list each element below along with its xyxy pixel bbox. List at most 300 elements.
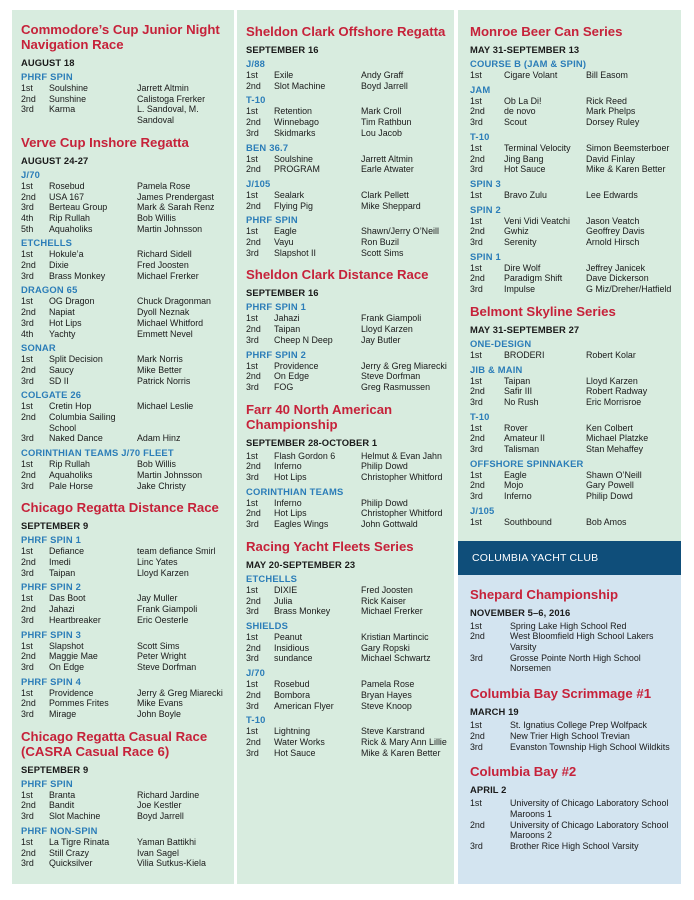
result-row [21,249,228,260]
place: 2nd [21,698,36,709]
boat-name: DIXIE [274,584,298,595]
boat-name: Paradigm Shift [504,273,563,284]
result-row [470,820,675,841]
class-name: PHRF SPIN [21,777,73,789]
skipper-name: Dorsey Ruley [586,117,640,128]
result-row [21,800,228,811]
skipper-name: Michael Whitford [137,317,204,328]
boat-name: On Edge [274,371,310,382]
result-row [470,190,675,201]
boat-name: Branta [49,789,76,800]
boat-name: On Edge [49,661,85,672]
boat-name: Rosebud [49,180,85,191]
boat-name: Brass Monkey [274,606,331,617]
place: 2nd [246,461,261,472]
place: 2nd [470,386,485,397]
result-row [21,837,228,848]
boat-name: Split Decision [49,354,103,365]
race-section [246,24,448,258]
skipper-name: Mike Better [137,364,182,375]
place: 2nd [21,604,36,615]
class-name: SPIN 2 [470,203,501,215]
place: 2nd [470,153,485,164]
skipper-name: Yaman Battikhi [137,836,197,847]
boat-name: Napiat [49,307,75,318]
result-row [21,412,228,433]
result-row [246,335,448,346]
race-title: Farr 40 North American Championship [246,401,393,432]
class-name: ETCHELLS [21,237,73,249]
result-row [246,585,448,596]
place: 2nd [21,800,36,811]
result-row [470,517,675,528]
team-name: University of Chicago Laboratory School Maroons 1 [510,798,669,819]
skipper-name: Ivan Sagel [137,847,179,858]
class-name: ONE-DESIGN [470,337,532,349]
place: 2nd [21,260,36,271]
place: 1st [21,459,33,470]
result-row [21,481,228,492]
boat-name: Imedi [49,556,71,567]
skipper-name: Lloyd Karzen [361,324,413,335]
boat-name: Julia [274,595,293,606]
place: 2nd [21,469,36,480]
race-section [21,500,228,719]
skipper-name: Michael Frerker [137,270,199,281]
result-row [21,858,228,869]
skipper-name: Vilia Sutkus-Kiela [137,858,206,869]
result-row [21,811,228,822]
place: 1st [470,422,482,433]
boat-name: Naked Dance [49,433,103,444]
skipper-name: Scott Sims [137,640,180,651]
class-name: PHRF SPIN 2 [21,581,82,593]
boat-name: Eagle [504,469,527,480]
boat-name: Slapshot II [274,247,316,258]
place: 1st [21,354,33,365]
boat-name: FOG [274,381,294,392]
class-name: PHRF SPIN 3 [21,628,82,640]
class-name: PHRF SPIN 2 [246,348,307,360]
result-row [470,480,675,491]
skipper-name: Christopher Whitford [361,472,443,483]
place: 1st [470,349,482,360]
result-row [246,371,448,382]
place: 2nd [21,651,36,662]
boat-name: Pommes Frites [49,698,109,709]
result-row [21,329,228,340]
skipper-name: Tim Rathbun [361,117,412,128]
team-name: Brother Rice High School Varsity [510,841,639,852]
result-row [470,491,675,502]
skipper-name: Jason Veatch [586,215,640,226]
result-row [21,202,228,213]
skipper-name: Lee Edwards [586,189,638,200]
skipper-name: Rick Kaiser [361,595,406,606]
race-section [470,764,675,852]
class-name: PHRF SPIN [246,214,298,226]
boat-name: Ob La Di! [504,95,542,106]
result-row [21,459,228,470]
race-section [21,22,228,126]
boat-name: Peanut [274,631,303,642]
result-row [246,164,448,175]
place: 1st [21,687,33,698]
boat-name: Eagle [274,226,297,237]
result-row [21,604,228,615]
race-title: Sheldon Clark Distance Race [246,267,429,283]
result-row [470,216,675,227]
boat-name: La Tigre Rinata [49,836,110,847]
result-row [21,688,228,699]
place: 3rd [21,104,34,115]
boat-name: Dire Wolf [504,262,541,273]
place: 4th [21,212,34,223]
place: 2nd [470,273,485,284]
boat-name: Maggie Mae [49,651,98,662]
boat-name: OG Dragon [49,296,95,307]
place: 2nd [246,117,261,128]
skipper-name: Michael Leslie [137,401,194,412]
boat-name: Providence [274,360,319,371]
race-section [246,267,448,392]
boat-name: Veni Vidi Veatchi [504,215,570,226]
place: 3rd [246,700,259,711]
race-title: Belmont Skyline Series [470,303,616,319]
race-date: SEPTEMBER 28-OCTOBER 1 [246,436,378,448]
place: 3rd [246,247,259,258]
boat-name: Retention [274,106,312,117]
class-name: PHRF NON-SPIN [21,824,98,836]
skipper-name: Michael Schwartz [361,653,431,664]
result-row [246,606,448,617]
result-row [246,643,448,654]
race-title: Chicago Regatta Casual Race (CASRA Casual Race 6) [21,728,208,759]
place: 1st [470,375,482,386]
skipper-name: Mike & Karen Better [361,747,441,758]
boat-name: Hot Lips [49,317,82,328]
race-date: SEPTEMBER 16 [246,44,319,55]
skipper-name: Emmett Nevel [137,328,193,339]
class-name: PHRF SPIN 4 [21,675,82,687]
result-row [470,284,675,295]
race-title: Columbia Bay #2 [470,764,577,780]
skipper-name: Frank Giampoli [361,313,422,324]
skipper-name: Mike & Karen Better [586,164,666,175]
place: 2nd [246,164,261,175]
result-row [470,423,675,434]
result-row [246,519,448,530]
boat-name: Exile [274,70,294,80]
place: 3rd [246,472,259,483]
skipper-name: David Finlay [586,153,635,164]
boat-name: Dixie [49,260,69,271]
class-name: DRAGON 65 [21,284,78,296]
boat-name: Soulshine [49,83,88,93]
boat-name: Water Works [274,736,325,747]
race-section [470,24,675,295]
skipper-name: Arnold Hirsch [586,237,640,248]
place: 1st [470,142,482,153]
skipper-name: Gary Powell [586,480,634,491]
place: 3rd [470,237,483,248]
skipper-name: Bob Willis [137,212,176,223]
place: 1st [246,726,258,737]
result-row [470,397,675,408]
result-row [470,106,675,117]
result-row [21,790,228,801]
skipper-name: Shawn O’Neill [586,469,642,480]
boat-name: Hot Sauce [274,747,316,758]
place: 2nd [21,307,36,318]
skipper-name: Mark Phelps [586,106,636,117]
class-name: T-10 [246,714,266,726]
skipper-name: Fred Joosten [361,584,413,595]
skipper-name: Helmut & Evan Jahn [361,450,442,461]
result-row [246,653,448,664]
result-row [21,698,228,709]
result-row [21,615,228,626]
boat-name: Hot Lips [274,472,307,483]
team-name: Spring Lake High School Red [510,620,627,631]
boat-name: Rover [504,422,528,433]
place: 2nd [470,480,485,491]
skipper-name: Mike Evans [137,698,183,709]
result-row [21,709,228,720]
place: 1st [246,679,258,690]
place: 2nd [21,191,36,202]
race-section [470,587,675,675]
place: 3rd [246,747,259,758]
team-name: Evanston Township High School Wildkits [510,741,670,752]
skipper-name: Robert Radway [586,386,648,397]
class-name: CORINTHIAN TEAMS [246,485,344,497]
place: 1st [470,215,482,226]
boat-name: Bravo Zulu [504,189,547,200]
skipper-name: Mark Croll [361,106,402,117]
skipper-name: Rick Reed [586,95,627,106]
boat-name: Hot Sauce [504,164,546,175]
skipper-name: Steve Karstrand [361,726,425,737]
race-section [470,686,675,752]
place: 1st [21,249,33,260]
race-date: MARCH 19 [470,706,519,718]
place: 1st [21,401,33,412]
team-name: St. Ignatius College Prep Wolfpack [510,720,647,731]
skipper-name: Jarrett Altmin [361,153,413,164]
skipper-name [137,412,228,433]
skipper-name: Lou Jacob [361,127,402,138]
place: 2nd [246,200,261,211]
result-row [470,742,675,753]
class-name: BEN 36.7 [246,141,289,153]
skipper-name: Scott Sims [361,247,404,258]
place: 1st [21,593,33,604]
class-name: J/70 [246,667,266,679]
boat-name: Inferno [274,461,302,472]
class-name: T-10 [470,130,490,142]
skipper-name: Adam Hinz [137,433,181,444]
boat-name: BRODERI [504,349,545,360]
boat-name: Defiance [49,546,85,557]
result-row [470,653,675,674]
place: 2nd [246,371,261,382]
result-row [246,237,448,248]
results-column-3 [458,10,681,884]
result-row [246,382,448,393]
place: 2nd [470,106,485,117]
skipper-name: Bob Amos [586,516,627,527]
skipper-name: Philip Dowd [586,491,633,502]
place: 1st [246,106,258,117]
result-row [21,318,228,329]
result-row [21,641,228,652]
place: 1st [246,584,258,595]
skipper-name: Simon Beemsterboer [586,142,670,153]
class-name: J/105 [470,504,495,516]
race-section [246,539,448,758]
skipper-name: Geoffrey Davis [586,226,645,237]
skipper-name: Bryan Hayes [361,689,412,700]
boat-name: Inferno [274,497,302,508]
result-row [246,498,448,509]
race-date: APRIL 2 [470,784,507,796]
club-banner [458,541,681,575]
class-name: ETCHELLS [246,572,298,584]
boat-name: Jahazi [49,604,75,615]
boat-name: Southbound [504,516,552,527]
skipper-name: Dyoll Neznak [137,307,190,318]
result-row [21,568,228,579]
class-name: SHIELDS [246,619,289,631]
class-name: PHRF SPIN 1 [21,534,82,546]
skipper-name: Richard Jardine [137,789,200,800]
result-row [21,271,228,282]
result-row [246,679,448,690]
skipper-name: Jerry & Greg Miarecki [361,360,447,371]
result-row [246,313,448,324]
boat-name: Providence [49,687,94,698]
skipper-name: Chuck Dragonman [137,296,211,307]
class-name: PHRF SPIN 1 [246,301,307,313]
results-column-2 [237,10,454,884]
place: 1st [21,546,33,557]
boat-name: Brass Monkey [49,270,106,281]
skipper-name: Patrick Norris [137,375,191,386]
place: 2nd [21,412,36,423]
result-row [21,83,228,94]
boat-name: Heartbreaker [49,614,101,625]
boat-name: Quicksilver [49,858,93,869]
place: 1st [246,153,258,164]
boat-name: Lightning [274,726,311,737]
place: 3rd [470,444,483,455]
skipper-name: G Miz/Dreher/Hatfield [586,284,672,295]
skipper-name: Earle Atwater [361,164,414,175]
result-row [470,164,675,175]
place: 2nd [470,226,485,237]
skipper-name: Bill Easom [586,70,628,80]
result-row [470,621,675,632]
skipper-name: Jay Butler [361,334,401,345]
result-row [21,104,228,125]
skipper-name: Jerry & Greg Miarecki [137,687,223,698]
place: 1st [470,189,482,200]
result-row [246,154,448,165]
result-row [470,226,675,237]
boat-name: Rip Rullah [49,212,90,223]
result-row [246,190,448,201]
result-row [246,70,448,81]
race-title: Shepard Championship [470,586,619,602]
boat-name: Bandit [49,800,75,811]
result-row [246,361,448,372]
boat-name: Mirage [49,709,77,720]
result-row [21,546,228,557]
class-name: J/105 [246,177,271,189]
skipper-name: Philip Dowd [361,497,408,508]
result-row [470,631,675,652]
result-row [470,96,675,107]
race-section [21,729,228,869]
skipper-name: Michael Platzke [586,433,649,444]
result-row [21,376,228,387]
place: 1st [246,360,258,371]
skipper-name: L. Sandoval, M. Sandoval [137,104,199,126]
place: 3rd [246,519,259,530]
skipper-name: Pamela Rose [137,180,191,191]
place: 1st [246,497,258,508]
boat-name: Hokule’a [49,249,84,260]
place: 1st [21,836,33,847]
race-section [246,402,448,530]
boat-name: Still Crazy [49,847,89,858]
race-date: SEPTEMBER 9 [21,520,89,532]
result-row [470,70,675,81]
class-name: J/88 [246,58,266,69]
boat-name: Saucy [49,364,74,375]
class-name: PHRF SPIN [21,71,73,82]
boat-name: Flying Pig [274,200,313,211]
place: 1st [470,720,482,731]
place: 3rd [21,661,34,672]
boat-name: de novo [504,106,536,117]
section-spacer [470,575,675,587]
boat-name: Cigare Volant [504,70,558,80]
result-row [21,192,228,203]
result-row [21,593,228,604]
boat-name: Cretin Hop [49,401,92,412]
skipper-name: Martin Johnsson [137,223,203,234]
result-row [246,461,448,472]
race-date: MAY 20-SEPTEMBER 23 [246,558,356,570]
skipper-name: Steve Dorfman [137,661,197,672]
skipper-name: Kristian Martincic [361,631,429,642]
race-date: NOVEMBER 5–6, 2016 [470,606,571,618]
race-title: Columbia Bay Scrimmage #1 [470,686,652,702]
place: 2nd [246,642,261,653]
boat-name: Das Boot [49,593,86,604]
result-row [246,226,448,237]
boat-name: Eagles Wings [274,519,329,530]
result-row [246,117,448,128]
place: 3rd [246,381,259,392]
result-row [21,401,228,412]
series-results [458,10,681,541]
class-name: SPIN 3 [470,177,501,189]
result-row [21,354,228,365]
skipper-name: Eric Morrisroe [586,396,642,407]
